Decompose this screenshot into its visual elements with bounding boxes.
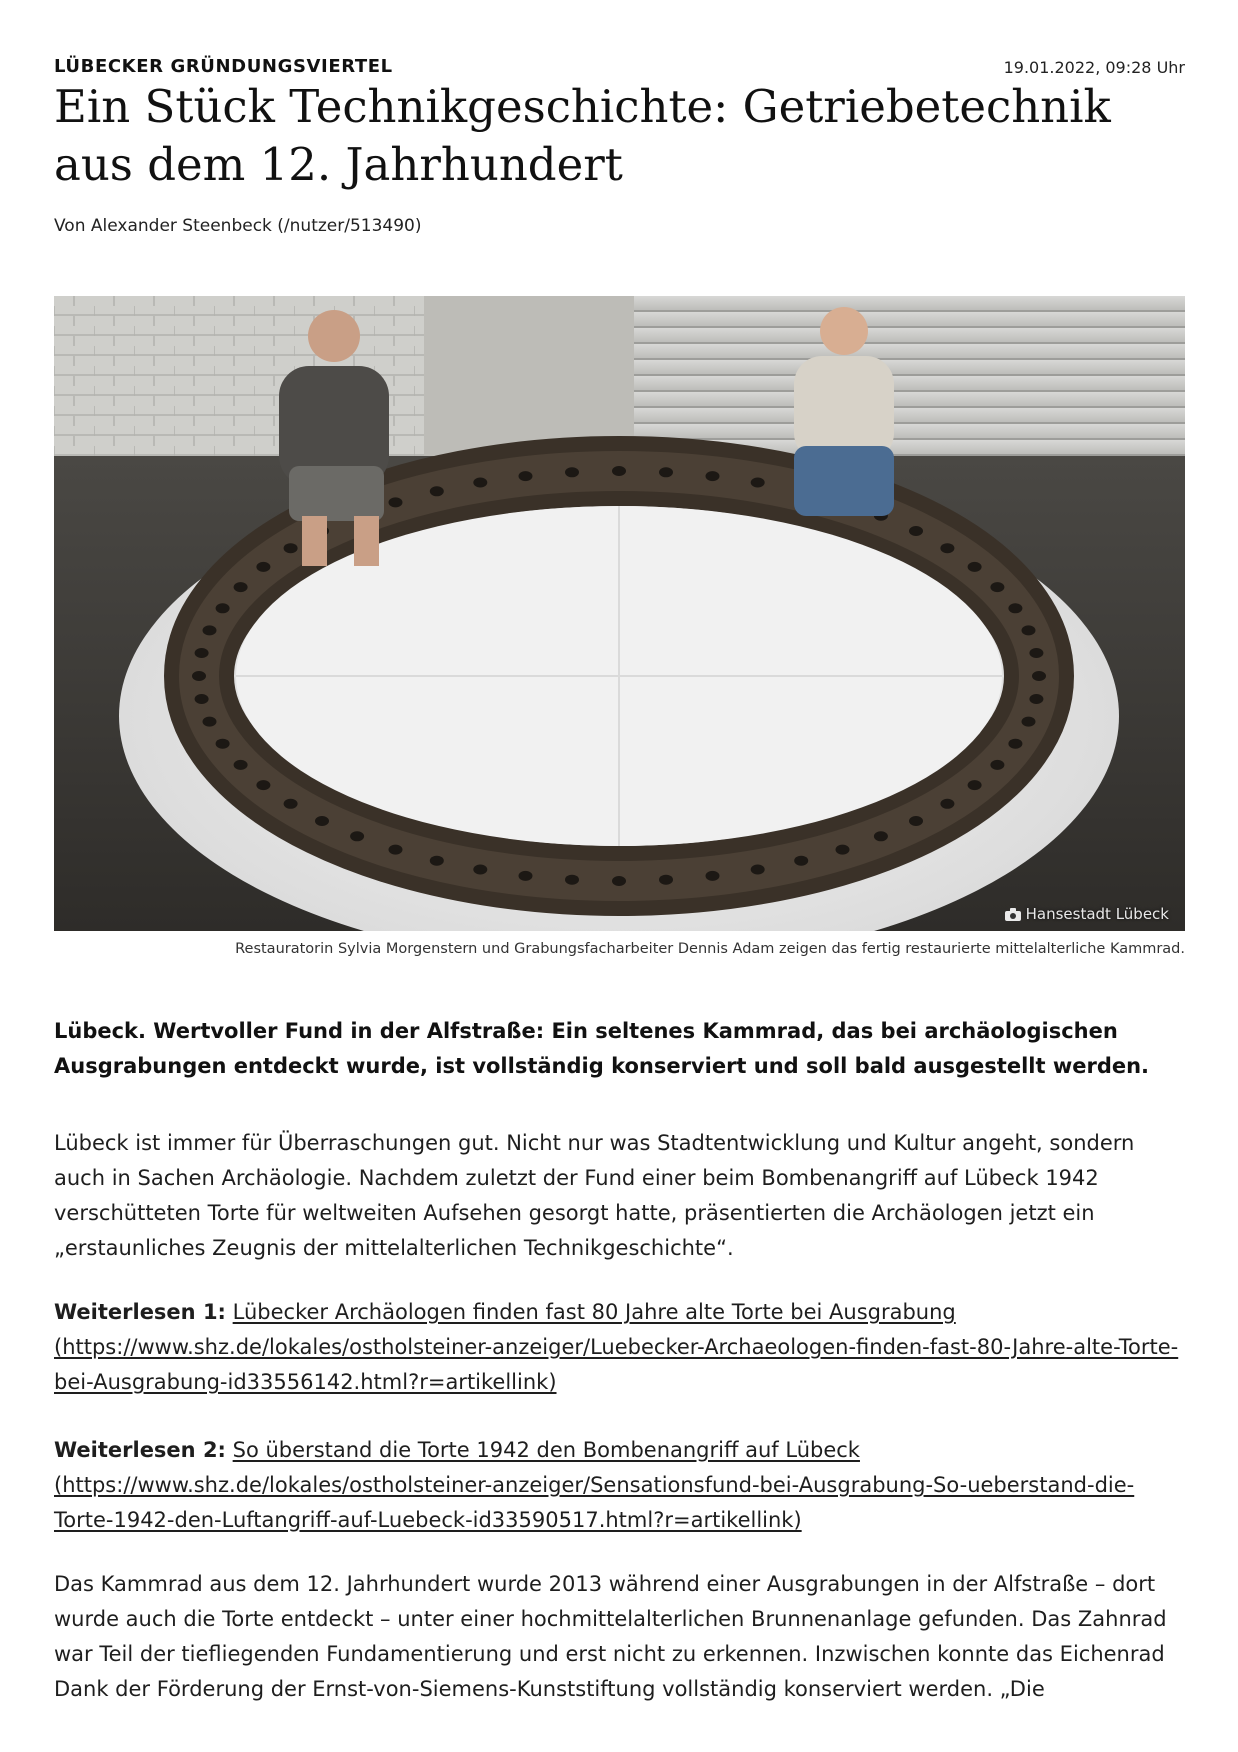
article-paragraph: Das Kammrad aus dem 12. Jahrhundert wurde 2013 während einer Ausgrabungen in der Alfstraße – dort wurde auch die Torte entdeckt – unter einer hochmittelalterlichen Brunnenanlage gefunden. Das Zahnrad war Teil der tiefliegenden Fundamentierung und erst nicht zu erkennen. Inzwischen konnte das Eichenrad Dank der Förderung der Ernst-von-Siemens-Kunststiftung vollständig konserviert werden. „Die (54, 1572, 1167, 1701)
wheel-hole (195, 648, 209, 658)
camera-icon (1005, 908, 1021, 921)
wheel-hole (990, 760, 1004, 770)
wheel-hole (659, 467, 673, 477)
wheel-hole (706, 871, 720, 881)
read-more-2 (54, 1433, 1185, 1538)
wheel-hole (519, 471, 533, 481)
wheel-hole (256, 780, 270, 790)
wheel-hole (284, 799, 298, 809)
article-photo (54, 296, 1185, 931)
wheel-hole (389, 845, 403, 855)
article-byline: Von Alexander Steenbeck (/nutzer/513490) (54, 216, 422, 236)
wheel-hole (256, 562, 270, 572)
photo-caption: Restauratorin Sylvia Morgenstern und Grabungsfacharbeiter Dennis Adam zeigen das fertig restaurierte mittelalterliche Kammrad. (235, 941, 1185, 957)
article-kicker: LÜBECKER GRÜNDUNGSVIERTEL (54, 56, 393, 77)
wheel-hole (968, 562, 982, 572)
wheel-hole (874, 831, 888, 841)
read-more-1 (54, 1295, 1185, 1400)
wheel-hole (565, 467, 579, 477)
wheel-hole (909, 526, 923, 536)
wheel-hole (612, 466, 626, 476)
wheel-hole (430, 486, 444, 496)
wheel-hole (968, 780, 982, 790)
wheel-hole (216, 739, 230, 749)
wheel-hole (1029, 648, 1043, 658)
article-paragraph: Lübeck ist immer für Überraschungen gut. Nicht nur was Stadtentwicklung und Kultur angeht, sondern auch in Sachen Archäologie. Nachdem zuletzt der Fund einer beim Bombenangriff auf Lübeck 1942 verschütteten Torte für weltweiten Aufsehen gesorgt hatte, präsentierten die Archäologen jetzt ein „erstaunliches Zeugnis der mittelalterlichen Technikgeschichte“. (54, 1131, 1135, 1260)
wheel-hole (751, 478, 765, 488)
wheel-hole (192, 671, 206, 681)
wheel-hole (940, 799, 954, 809)
wheel-hole (990, 582, 1004, 592)
wheel-hole (519, 871, 533, 881)
wheel-hole (794, 856, 808, 866)
wheel-hole (203, 625, 217, 635)
wheel-hole (909, 816, 923, 826)
read-more-link[interactable]: Lübecker Archäologen finden fast 80 Jahre alte Torte bei Ausgrabung (https://www.shz.de/lokales/ostholsteiner-anzeiger/Luebecker-Archaeologen-finden-fast-80-Jahre-alte-Torte-bei-Ausgrabung-id33556142.html?r=artikellink) (54, 1300, 1179, 1394)
photo-credit (1005, 905, 1169, 923)
wheel-hole (473, 865, 487, 875)
read-more-label: Weiterlesen 1: (54, 1300, 226, 1324)
wheel-hole (751, 865, 765, 875)
wheel-hole (203, 717, 217, 727)
wheel-hole (836, 845, 850, 855)
wheel-hole (315, 816, 329, 826)
wheel-hole (195, 694, 209, 704)
wheel-hole (350, 831, 364, 841)
read-more-link[interactable]: So überstand die Torte 1942 den Bombenangriff auf Lübeck (https://www.shz.de/lokales/ostholsteiner-anzeiger/Sensationsfund-bei-Ausgrabung-So-ueberstand-die-Torte-1942-den-Luftangriff-auf-Luebeck-id33590517.html?r=artikellink) (54, 1438, 1135, 1532)
wheel-hole (234, 582, 248, 592)
wheel-hole (430, 856, 444, 866)
wheel-hole (659, 875, 673, 885)
wheel-hole (1008, 603, 1022, 613)
wheel-hole (389, 497, 403, 507)
wheel-hole (284, 543, 298, 553)
wheel-hole (234, 760, 248, 770)
wheel-hole (612, 876, 626, 886)
wheel-hole (565, 875, 579, 885)
wheel-hole (1032, 671, 1046, 681)
wheel-hole (473, 478, 487, 488)
article-headline: Ein Stück Technikgeschichte: Getriebetechnik aus dem 12. Jahrhundert (54, 80, 1111, 191)
article-lead: Lübeck. Wertvoller Fund in der Alfstraße: Ein seltenes Kammrad, das bei archäologischen Ausgrabungen entdeckt wurde, ist vollständig konserviert und soll bald ausgestellt werden. (54, 1019, 1150, 1078)
wheel-hole (940, 543, 954, 553)
photo-illustration (54, 296, 1185, 931)
wheel-hole (706, 471, 720, 481)
wheel-hole (1022, 625, 1036, 635)
wheel-hole (1022, 717, 1036, 727)
wheel-hole (216, 603, 230, 613)
read-more-label: Weiterlesen 2: (54, 1438, 226, 1462)
wheel-hole (1029, 694, 1043, 704)
article-date: 19.01.2022, 09:28 Uhr (1003, 58, 1185, 77)
photo-credit-text: Hansestadt Lübeck (1025, 905, 1169, 923)
wheel-hole (1008, 739, 1022, 749)
